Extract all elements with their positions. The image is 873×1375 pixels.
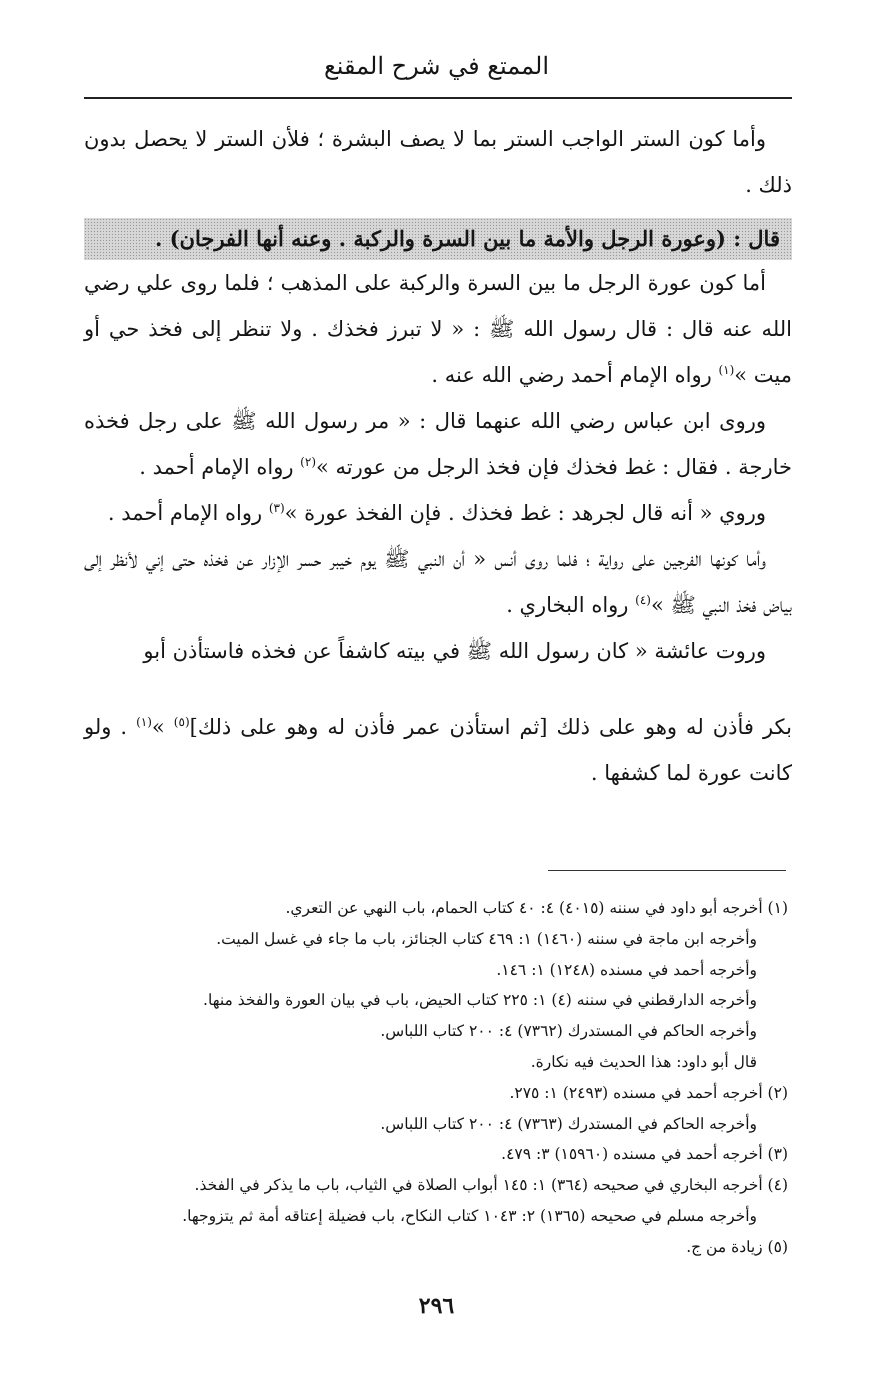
footnote-line: وأخرجه الحاكم في المستدرك (٧٣٦٣) ٤: ٢٠٠ كتاب اللباس. [380,1114,757,1133]
header-rule [84,97,792,99]
paragraph-text: وأما كونها الفرجين على رواية ؛ فلما روى أنس « أن النبي ﷺ يوم خيبر حسر الإزار عن فخذه حتى إني لأنظر إلى بياض فخذ النبي ﷺ » [84,547,792,617]
paragraph-text: رواه الإمام أحمد . [107,501,269,525]
paragraph-text: بكر فأذن له وهو على ذلك [ثم استأذن عمر فأذن له وهو على ذلك] [189,715,792,739]
paragraph-text: وروي « أنه قال لجرهد : غط فخذك . فإن الفخذ عورة » [284,501,766,525]
paragraph [84,536,792,628]
footnote-line: وأخرجه الحاكم في المستدرك (٧٣٦٢) ٤: ٢٠٠ كتاب اللباس. [380,1022,757,1041]
paragraph-text: . ولو كانت عورة لما كشفها . [84,715,792,785]
footnote-line: وأخرجه ابن ماجة في سننه (١٤٦٠) ١: ٤٦٩ كتاب الجنائز، باب ما جاء في غسل الميت. [216,929,757,948]
footnote-line: (٣) أخرجه أحمد في مسنده (١٥٩٦٠) ٣: ٤٧٩. [501,1145,788,1164]
footnote-ref: (٥) [173,715,190,729]
matn-highlight: قال : (وعورة الرجل والأمة ما بين السرة والركبة . وعنه أنها الفرجان) . [84,218,792,260]
paragraph [84,490,792,536]
footnote-line: (٥) زيادة من ج. [686,1237,788,1256]
footnote-ref: (١) [136,715,152,729]
footnote-line: وأخرجه مسلم في صحيحه (١٣٦٥) ٢: ١٠٤٣ كتاب النكاح، باب فضيلة إعتاقه أمة ثم يتزوجها. [182,1206,757,1225]
page-number: ٢٩٦ [418,1293,455,1319]
paragraph-text: رواه الإمام أحمد . [139,455,301,479]
footnote-line: وأخرجه أحمد في مسنده (١٢٤٨) ١: ١٤٦. [496,960,757,979]
page-header-title: الممتع في شرح المقنع [324,52,549,80]
paragraph [84,704,792,796]
paragraph-text: رواه الإمام أحمد رضي الله عنه . [431,363,719,387]
footnote-line: (٤) أخرجه البخاري في صحيحه (٣٦٤) ١: ١٤٥ أبواب الصلاة في الثياب، باب ما يذكر في الفخذ. [194,1176,788,1195]
footnote-rule [548,870,786,871]
footnote-ref: (٢) [300,455,316,469]
paragraph-text: أما كون عورة الرجل ما بين السرة والركبة على المذهب ؛ فلما روى علي رضي الله عنه قال : قال رسول الله ﷺ : « لا تبرز فخذك . ولا تنظر إلى فخذ حي أو ميت » [84,271,792,387]
footnote-ref: (١) [718,363,735,377]
body-text [84,116,792,796]
footnote-line: (٢) أخرجه أحمد في مسنده (٢٤٩٣) ١: ٢٧٥. [509,1083,788,1102]
paragraph: وروت عائشة « كان رسول الله ﷺ في بيته كاشفاً عن فخذه فاستأذن أبو [143,639,766,663]
paragraph-text: » [151,715,174,739]
paragraph [84,260,792,398]
footnotes [84,893,788,1263]
footnote-line: وأخرجه الدارقطني في سننه (٤) ١: ٢٢٥ كتاب الحيض، باب في بيان العورة والفخذ منها. [203,991,757,1010]
footnote-ref: (٤) [635,593,651,607]
paragraph [84,398,792,490]
footnote-line: قال أبو داود: هذا الحديث فيه نكارة. [530,1052,757,1071]
footnote-line: (١) أخرجه أبو داود في سننه (٤٠١٥) ٤: ٤٠ كتاب الحمام، باب النهي عن التعري. [285,899,788,917]
paragraph-text: وروى ابن عباس رضي الله عنهما قال : « مر رسول الله ﷺ على رجل فخذه خارجة . فقال : غط فخذك فإن فخذ الرجل من عورته » [84,409,792,479]
paragraph-text: رواه البخاري . [506,593,636,617]
footnote-ref: (٣) [268,501,285,515]
paragraph: وأما كون الستر الواجب الستر بما لا يصف البشرة ؛ فلأن الستر لا يحصل بدون ذلك . [84,127,792,197]
